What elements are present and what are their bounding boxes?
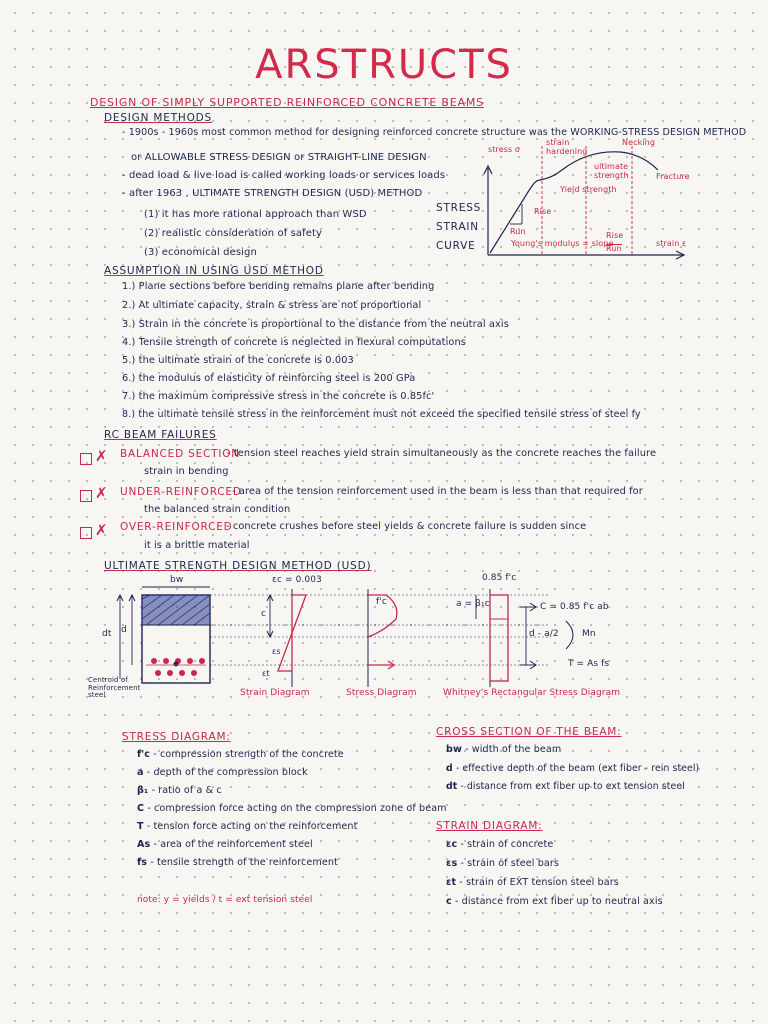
definition-text: - strain of EXT tension steel bars	[459, 877, 619, 888]
curve-x-axis-label: strain ε	[656, 239, 687, 248]
curve-label-curve: CURVE	[436, 240, 476, 252]
definition-text: d	[446, 763, 453, 774]
balanced-term: BALANCED SECTION	[120, 448, 240, 460]
assumption-6: 6.) the modulus of elasticity of reinforcing steel is 200 GPa	[122, 373, 416, 384]
over-check-icon: ✗	[95, 521, 108, 539]
definition-text: - strain of steel bars	[460, 858, 559, 869]
curve-rise-over: Rise	[606, 231, 624, 240]
usd-t-force: T = As fs	[568, 659, 610, 669]
definition-text: dt	[446, 781, 458, 792]
strain-def-row-1	[446, 840, 553, 851]
definition-text: C	[137, 803, 145, 814]
usd-fc: f'c	[376, 597, 387, 607]
definition-text: - compression force acting on the compression zone of beam	[147, 803, 447, 814]
curve-ultimate-strength: ultimate strength	[594, 162, 629, 180]
curve-label-stress: STRESS	[436, 202, 482, 214]
balanced-text: - tension steel reaches yield strain simultaneously as the concrete reaches the failure	[227, 448, 657, 459]
design-method-line-4: - after 1963 , ULTIMATE STRENGTH DESIGN (USD) METHOD	[122, 188, 423, 199]
under-text-2: the balanced strain condition	[144, 504, 291, 515]
failures-heading: RC BEAM FAILURES	[104, 429, 217, 441]
usd-stress-diagram-label: Stress Diagram	[346, 688, 417, 698]
definition-text: fs	[137, 857, 148, 868]
under-text: - area of the tension reinforcement used in the beam is less than that required for	[232, 486, 643, 497]
curve-yield-strength: Yield strength	[560, 185, 617, 194]
over-text: - concrete crushes before steel yields & concrete failure is sudden since	[226, 521, 587, 532]
cross-def-row-1	[446, 745, 561, 756]
usd-whitney-label: Whitney's Rectangular Stress Diagram	[443, 688, 621, 698]
cross-def-row-2	[446, 764, 699, 774]
balanced-checkbox	[80, 453, 92, 465]
definition-text: f'c	[137, 749, 151, 760]
curve-youngs-modulus: Young's modulus = slope	[511, 239, 614, 248]
under-check-icon: ✗	[95, 484, 108, 502]
balanced-text-2: strain in bending	[144, 466, 229, 477]
curve-run-under: Run	[606, 244, 622, 253]
definition-text: a	[137, 767, 144, 778]
under-term: UNDER-REINFORCED	[120, 486, 242, 498]
curve-fracture: Fracture	[656, 172, 690, 181]
assumption-7: 7.) the maximum compressive stress in the concrete is 0.85fc'	[122, 391, 435, 402]
definition-text: - width of the beam	[465, 744, 562, 755]
curve-y-axis-label: stress σ	[488, 145, 521, 154]
curve-label-strain: STRAIN	[436, 221, 479, 233]
design-method-line-2: or ALLOWABLE STRESS DESIGN or STRAIGHT-LINE DESIGN	[131, 152, 427, 163]
stress-def-row-6	[137, 840, 313, 851]
definition-text: - compression strength of the concrete	[153, 749, 344, 760]
page-title: ARSTRUCTS	[255, 42, 513, 88]
usd-a-eq: a = β₁c	[456, 599, 490, 609]
strain-def-row-2	[446, 859, 559, 870]
curve-rise: Rise	[534, 207, 552, 216]
curve-run: Run	[510, 227, 526, 236]
assumption-8: 8.) the ultimate tensile stress in the reinforcement must not exceed the specified tensile stress of steel fy	[122, 409, 641, 420]
assumption-1: 1.) Plane sections before bending remains plane after bending	[122, 281, 435, 292]
design-method-line-3: - dead load & live load is called working loads or services loads	[122, 170, 446, 181]
usd-es: εs	[272, 647, 281, 656]
usd-mn: Mn	[582, 629, 596, 639]
definition-text: c	[446, 896, 452, 907]
cross-def-heading: CROSS SECTION OF THE BEAM:	[436, 726, 622, 738]
usd-dt: dt	[102, 629, 112, 639]
design-method-sub-3: (3) economical design	[144, 247, 257, 258]
main-heading: DESIGN OF SIMPLY SUPPORTED REINFORCED CONCRETE BEAMS	[90, 96, 484, 109]
design-method-sub-2: (2) realistic consideration of safety	[144, 228, 323, 239]
usd-c: c	[261, 609, 267, 619]
definition-text: - effective depth of the beam (ext fiber - rein steel)	[455, 763, 700, 774]
strain-def-row-3	[446, 878, 619, 889]
usd-c-force: C = 0.85 f'c ab	[540, 602, 609, 612]
over-checkbox	[80, 527, 92, 539]
strain-def-row-4	[446, 897, 663, 908]
stress-def-row-7	[137, 858, 338, 869]
stress-def-heading: STRESS DIAGRAM:	[122, 731, 231, 743]
stress-def-row-4	[137, 804, 447, 815]
usd-d-minus: d - a/2	[529, 629, 559, 639]
definition-text: - strain of concrete	[460, 839, 554, 850]
balanced-check-icon: ✗	[95, 447, 108, 465]
definition-text: - distance from ext fiber up to neutral axis	[454, 896, 663, 907]
definition-text: - ratio of a & c	[151, 785, 222, 796]
usd-bw: bw	[170, 575, 184, 585]
definition-text: εt	[446, 877, 457, 888]
assumption-2: 2.) At ultimate capacity, strain & stress are not proportional	[122, 300, 422, 311]
strain-def-heading: STRAIN DIAGRAM:	[436, 820, 543, 832]
usd-d: d	[121, 625, 127, 635]
usd-ec: εc = 0.003	[272, 575, 322, 585]
usd-et: εt	[262, 669, 270, 678]
assumption-3: 3.) Strain in the concrete is proportional to the distance from the neutral axis	[122, 319, 509, 330]
assumption-5: 5.) the ultimate strain of the concrete is 0.003	[122, 355, 354, 366]
stress-def-note: note: y = yields / t = ext tension steel	[137, 895, 313, 905]
usd-strain-diagram-label: Strain Diagram	[240, 688, 310, 698]
definition-text: εc	[446, 839, 458, 850]
assumptions-heading: ASSUMPTION IN USING USD METHOD	[104, 265, 324, 277]
definition-text: T	[137, 821, 144, 832]
curve-necking: Necking	[622, 138, 656, 147]
usd-diagrams	[80, 575, 660, 700]
curve-strain-hardening: strain hardening	[546, 138, 588, 156]
definition-text: - depth of the compression block	[146, 767, 308, 778]
usd-heading: ULTIMATE STRENGTH DESIGN METHOD (USD)	[104, 560, 372, 572]
stress-def-row-3	[137, 786, 222, 797]
stress-def-row-5	[137, 822, 357, 833]
design-method-line-1: - 1900s - 1960s most common method for designing reinforced concrete structure was the WORKING-STRESS DESIGN METHOD	[122, 127, 747, 138]
definition-text: - tension force acting on the reinforcement	[146, 821, 358, 832]
definition-text: As	[137, 839, 151, 850]
definition-text: εs	[446, 858, 458, 869]
over-text-2: it is a brittle material	[144, 540, 250, 551]
design-method-sub-1: (1) it has more rational approach than WSD	[144, 209, 367, 220]
cross-def-row-3	[446, 782, 685, 792]
under-checkbox	[80, 490, 92, 502]
design-methods-heading: DESIGN METHODS	[104, 112, 213, 124]
usd-fc-085: 0.85 f'c	[482, 573, 517, 583]
usd-centroid: Centroid of Reinforcement steel	[88, 676, 141, 700]
definition-text: - distance from ext fiber up to ext tension steel	[460, 781, 685, 792]
over-term: OVER-REINFORCED	[120, 521, 233, 533]
definition-text: bw	[446, 744, 462, 755]
definition-text: - tensile strength of the reinforcement	[150, 857, 338, 868]
definition-text: β₁	[137, 785, 149, 796]
definition-text: - area of the reinforcement steel	[153, 839, 313, 850]
stress-def-row-1	[137, 750, 344, 761]
stress-def-row-2	[137, 768, 308, 779]
assumption-4: 4.) Tensile strength of concrete is neglected in flexural computations	[122, 337, 467, 348]
